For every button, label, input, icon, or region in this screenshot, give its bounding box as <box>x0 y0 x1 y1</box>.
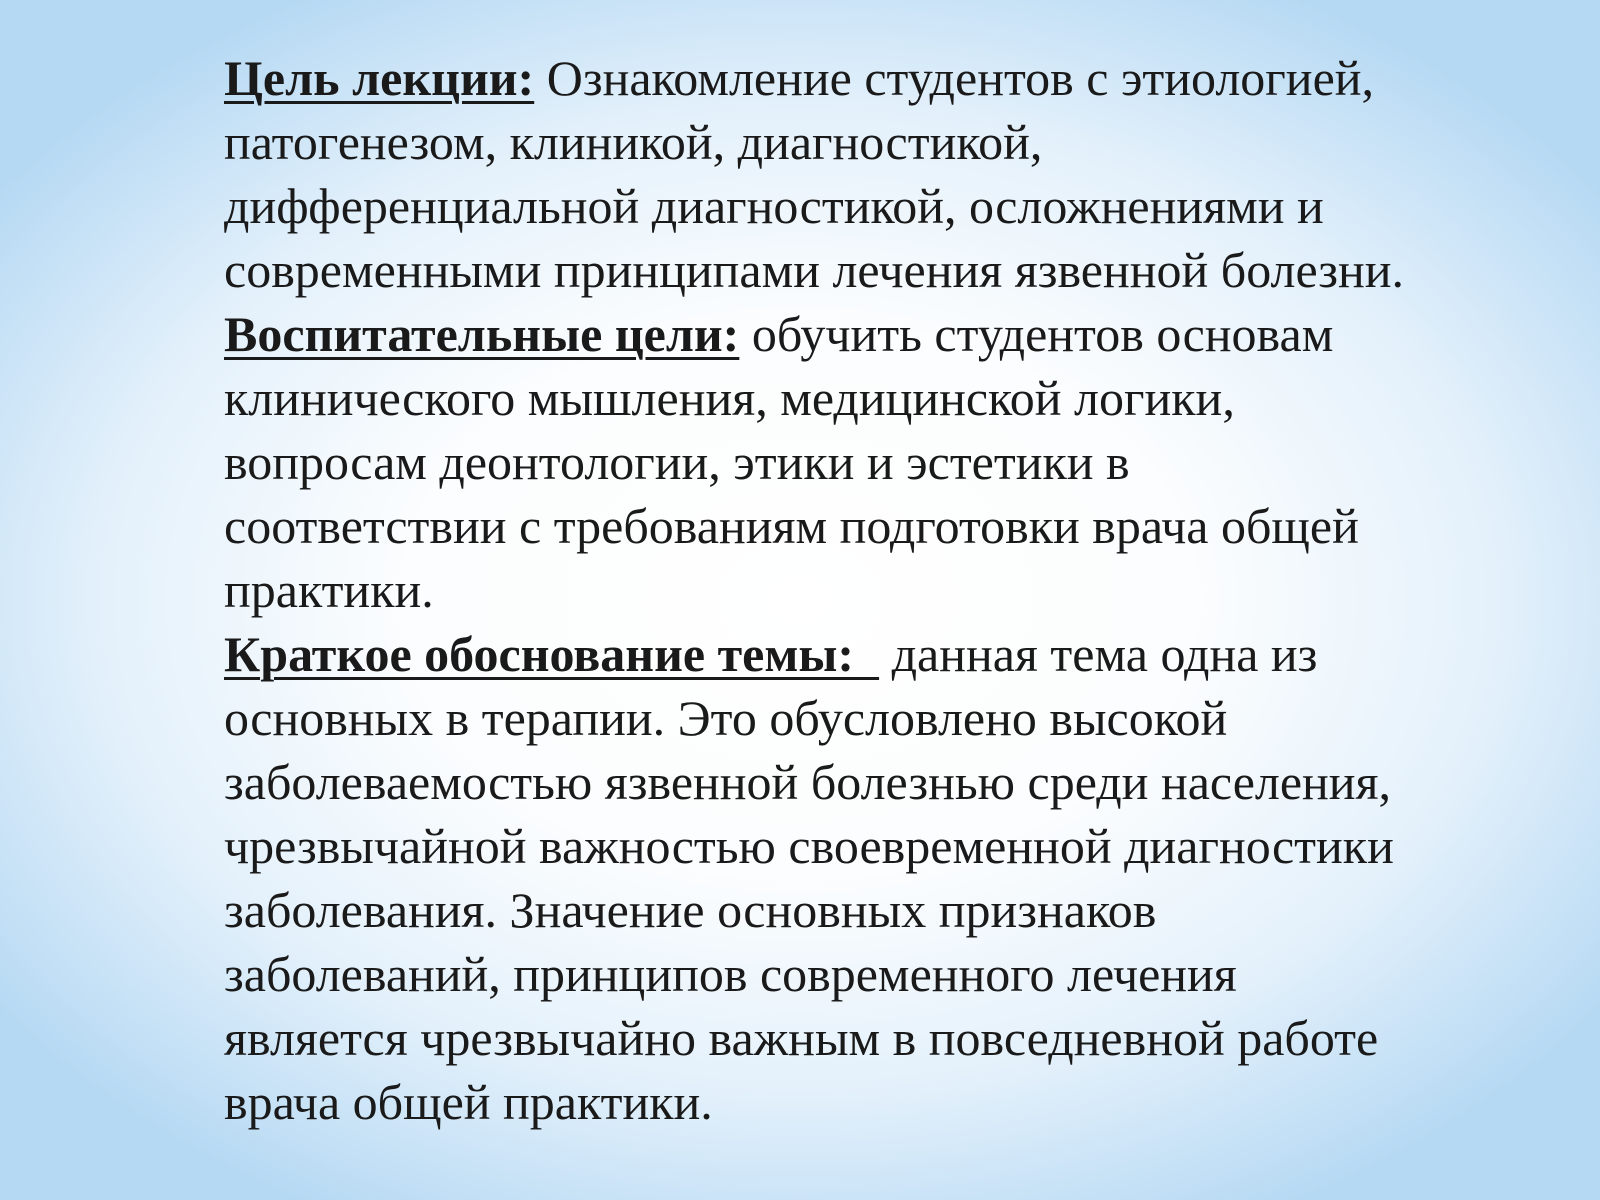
education-goals-text-line-3: вопросам деонтологии, этики и эстетики в <box>224 434 1130 490</box>
topic-rationale-text-line-6: заболеваний, принципов современного лечения <box>224 946 1237 1002</box>
lecture-goal-text-line-2: патогенезом, клиникой, диагностикой, <box>224 114 1043 170</box>
topic-rationale-text-line-4: чрезвычайной важностью своевременной диагностики <box>224 818 1394 874</box>
topic-rationale-text-line-5: заболевания. Значение основных признаков <box>224 882 1157 938</box>
lecture-goal-text-line-3: дифференциальной диагностикой, осложнениями и <box>224 178 1324 234</box>
lecture-goal-text-line-1: Ознакомление студентов с этиологией, <box>534 50 1375 106</box>
education-goals-label: Воспитательные цели: <box>224 306 740 362</box>
lecture-goal-label: Цель лекции: <box>224 50 535 106</box>
education-goals-paragraph <box>224 302 1524 622</box>
education-goals-text-line-4: соответствии с требованиям подготовки врача общей <box>224 498 1359 554</box>
education-goals-text-line-5: практики. <box>224 562 434 618</box>
education-goals-text-line-2: клинического мышления, медицинской логики, <box>224 370 1235 426</box>
topic-rationale-text-line-1: данная тема одна из <box>879 626 1318 682</box>
topic-rationale-text-line-2: основных в терапии. Это обусловлено высокой <box>224 690 1228 746</box>
topic-rationale-label: Краткое обоснование темы: <box>224 626 880 682</box>
slide-content <box>224 46 1524 1134</box>
topic-rationale-paragraph <box>224 622 1524 1134</box>
topic-rationale-text-line-3: заболеваемостью язвенной болезнью среди населения, <box>224 754 1392 810</box>
lecture-goal-text-line-4: современными принципами лечения язвенной болезни. <box>224 242 1405 298</box>
topic-rationale-text-line-8: врача общей практики. <box>224 1074 713 1130</box>
topic-rationale-text-line-7: является чрезвычайно важным в повседневной работе <box>224 1010 1379 1066</box>
education-goals-text-line-1: обучить студентов основам <box>739 306 1334 362</box>
lecture-goal-paragraph <box>224 46 1524 302</box>
